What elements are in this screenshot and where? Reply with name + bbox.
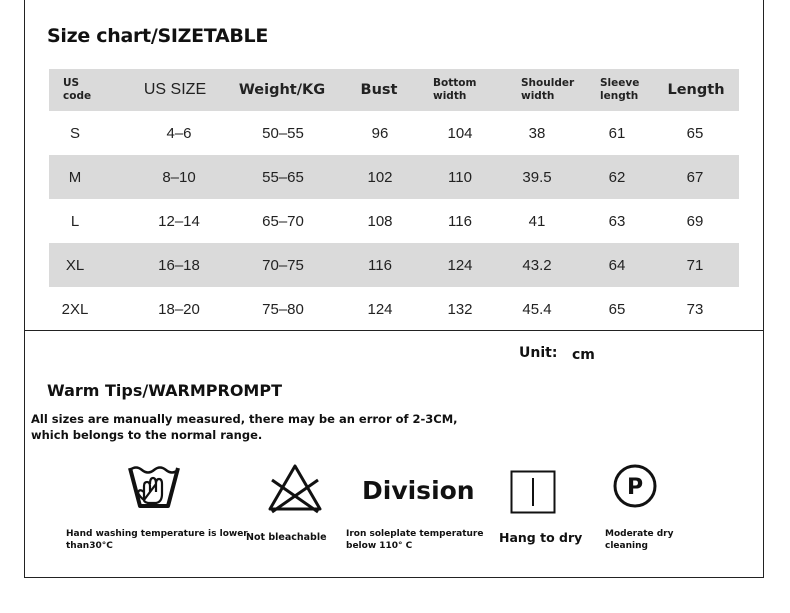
header-length: Length: [667, 82, 725, 98]
header-sleeve-length: [600, 69, 655, 111]
cell-shoulder-width: 43.2: [522, 256, 552, 274]
header-us-code-label: US code: [63, 77, 92, 102]
cell-bottom-width: 110: [448, 168, 472, 186]
cell-us-code: M: [68, 168, 82, 186]
cell-us-size: 18–20: [158, 300, 200, 318]
header-us-size: US SIZE: [143, 81, 207, 98]
cell-us-size: 16–18: [158, 256, 200, 274]
cell-length: 67: [686, 168, 704, 186]
cell-us-code: L: [70, 212, 80, 230]
cell-bottom-width: 104: [447, 124, 473, 142]
table-header-row: [49, 69, 739, 111]
cell-length: 69: [686, 212, 704, 230]
header-shoulder-width: [521, 69, 586, 111]
header-shoulder-width-label: Shoulder width: [521, 77, 575, 102]
iron-label-2: below 110° C: [346, 541, 413, 551]
cell-bust: 124: [367, 300, 393, 318]
cell-length: 71: [686, 256, 704, 274]
hang-dry-icon: [510, 470, 556, 514]
cell-us-code: 2XL: [61, 300, 89, 318]
cell-bust: 96: [371, 124, 389, 142]
unit-value: cm: [572, 347, 595, 363]
cell-weight: 75–80: [262, 300, 304, 318]
dry-clean-label-2: cleaning: [605, 541, 648, 551]
cell-sleeve-length: 65: [608, 300, 626, 318]
page-title: Size chart/SIZETABLE: [47, 25, 269, 47]
cell-length: 65: [686, 124, 704, 142]
cell-weight: 70–75: [262, 256, 304, 274]
size-table: [49, 69, 739, 331]
cell-us-size: 4–6: [166, 124, 192, 142]
tips-line-1: All sizes are manually measured, there may be an error of 2-3CM,: [31, 412, 458, 426]
cell-us-size: 8–10: [162, 168, 196, 186]
dry-clean-symbol: P: [626, 475, 644, 500]
dry-clean-icon: [612, 463, 658, 509]
cell-bust: 108: [367, 212, 393, 230]
header-bottom-width-label: Bottom width: [433, 77, 477, 102]
hand-wash-label-1: Hand washing temperature is lower: [66, 529, 248, 539]
cell-bust: 116: [368, 256, 392, 274]
cell-us-code: XL: [65, 256, 85, 274]
cell-length: 73: [686, 300, 704, 318]
iron-label-1: Iron soleplate temperature: [346, 529, 484, 539]
cell-sleeve-length: 62: [608, 168, 626, 186]
cell-bottom-width: 132: [447, 300, 473, 318]
cell-weight: 50–55: [262, 124, 304, 142]
table-row: [49, 243, 739, 287]
hand-wash-label-2: than30°C: [66, 541, 113, 551]
table-row: [49, 111, 739, 155]
division-text: Division: [362, 476, 475, 505]
hand-wash-icon: [126, 462, 182, 512]
cell-shoulder-width: 45.4: [522, 300, 552, 318]
cell-weight: 55–65: [262, 168, 304, 186]
cell-sleeve-length: 63: [608, 212, 626, 230]
table-row: [49, 155, 739, 199]
header-bottom-width: [433, 69, 493, 111]
header-sleeve-length-label: Sleeve length: [600, 77, 640, 102]
cell-weight: 65–70: [262, 212, 304, 230]
cell-us-code: S: [69, 124, 80, 142]
cell-shoulder-width: 38: [528, 124, 546, 142]
header-weight: Weight/KG: [238, 82, 326, 98]
unit-label: Unit:: [519, 345, 558, 361]
cell-sleeve-length: 61: [608, 124, 626, 142]
cell-sleeve-length: 64: [608, 256, 626, 274]
table-row: [49, 287, 739, 331]
tips-title: Warm Tips/WARMPROMPT: [47, 381, 282, 400]
cell-us-size: 12–14: [158, 212, 200, 230]
header-bust: Bust: [360, 82, 398, 98]
cell-bottom-width: 116: [448, 212, 472, 230]
cell-bust: 102: [367, 168, 393, 186]
dry-clean-label-1: Moderate dry: [605, 529, 674, 539]
cell-shoulder-width: 39.5: [522, 168, 552, 186]
table-row: [49, 199, 739, 243]
no-bleach-icon: [266, 462, 324, 514]
tips-line-2: which belongs to the normal range.: [31, 428, 263, 442]
cell-bottom-width: 124: [447, 256, 473, 274]
no-bleach-label: Not bleachable: [246, 532, 327, 543]
hang-dry-label: Hang to dry: [499, 530, 583, 545]
header-us-code: [63, 69, 103, 111]
cell-shoulder-width: 41: [528, 212, 546, 230]
